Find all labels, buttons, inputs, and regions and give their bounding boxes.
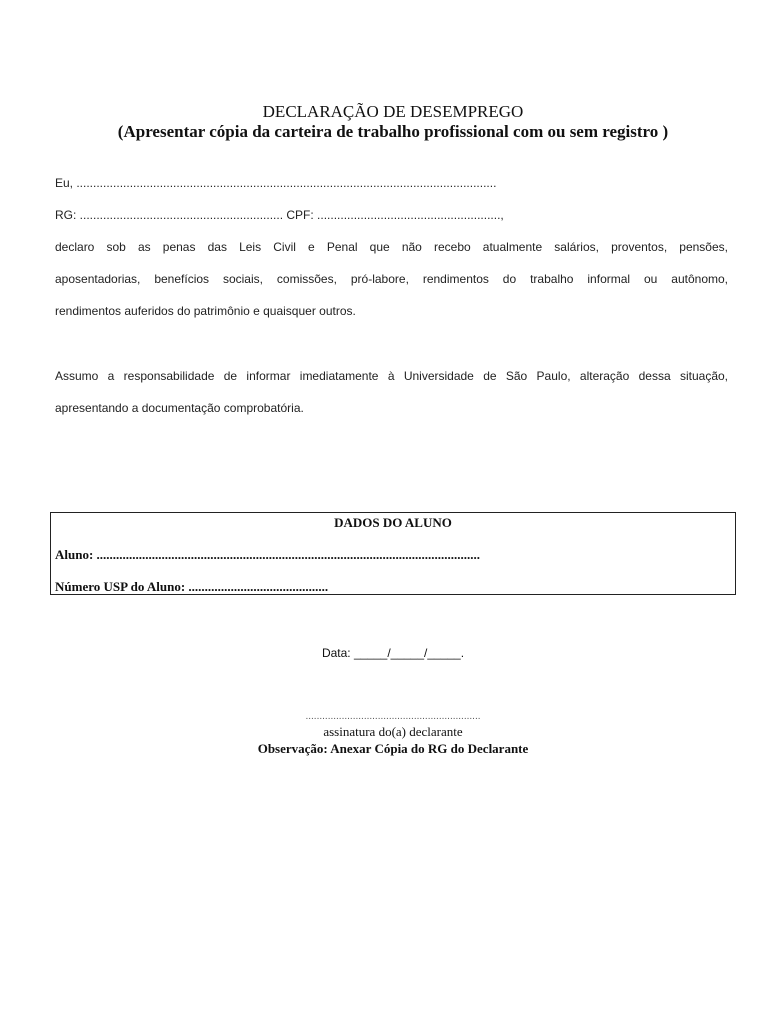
title-heading: DECLARAÇÃO DE DESEMPREGO [262,102,524,121]
declaration-line-3: rendimentos auferidos do patrimônio e quaisquer outros. [55,304,356,318]
date-line: Data: _____/_____/_____. [321,646,465,660]
document-title [0,102,768,142]
name-field-line: Eu, .............................................................................................................................. [55,176,497,190]
signature-label: assinatura do(a) declarante [323,724,463,739]
signature-dotted-line: ............................................................... [305,711,481,722]
observation-note: Observação: Anexar Cópia do RG do Declarante [257,741,529,756]
student-data-title: DADOS DO ALUNO [334,515,452,530]
student-data-box [50,512,736,595]
rg-cpf-field-line: RG: ............................................................. CPF: ......................................................., [55,208,504,222]
declaration-line-1: declaro sob as penas das Leis Civil e Penal que não recebo atualmente salários, proventos, pensões, [55,240,728,254]
responsibility-line-1: Assumo a responsabilidade de informar imediatamente à Universidade de São Paulo, alteração dessa situação, [55,369,728,383]
declaration-line-2: aposentadorias, benefícios sociais, comissões, pró-labore, rendimentos do trabalho informal ou autônomo, [55,272,728,286]
title-subheading: (Apresentar cópia da carteira de trabalho profissional com ou sem registro ) [117,122,669,141]
student-name-field: Aluno: ...................................................................................................................... [55,547,481,562]
student-usp-number-field: Número USP do Aluno: ........................................... [55,579,329,594]
responsibility-line-2: apresentando a documentação comprobatória. [55,401,304,415]
